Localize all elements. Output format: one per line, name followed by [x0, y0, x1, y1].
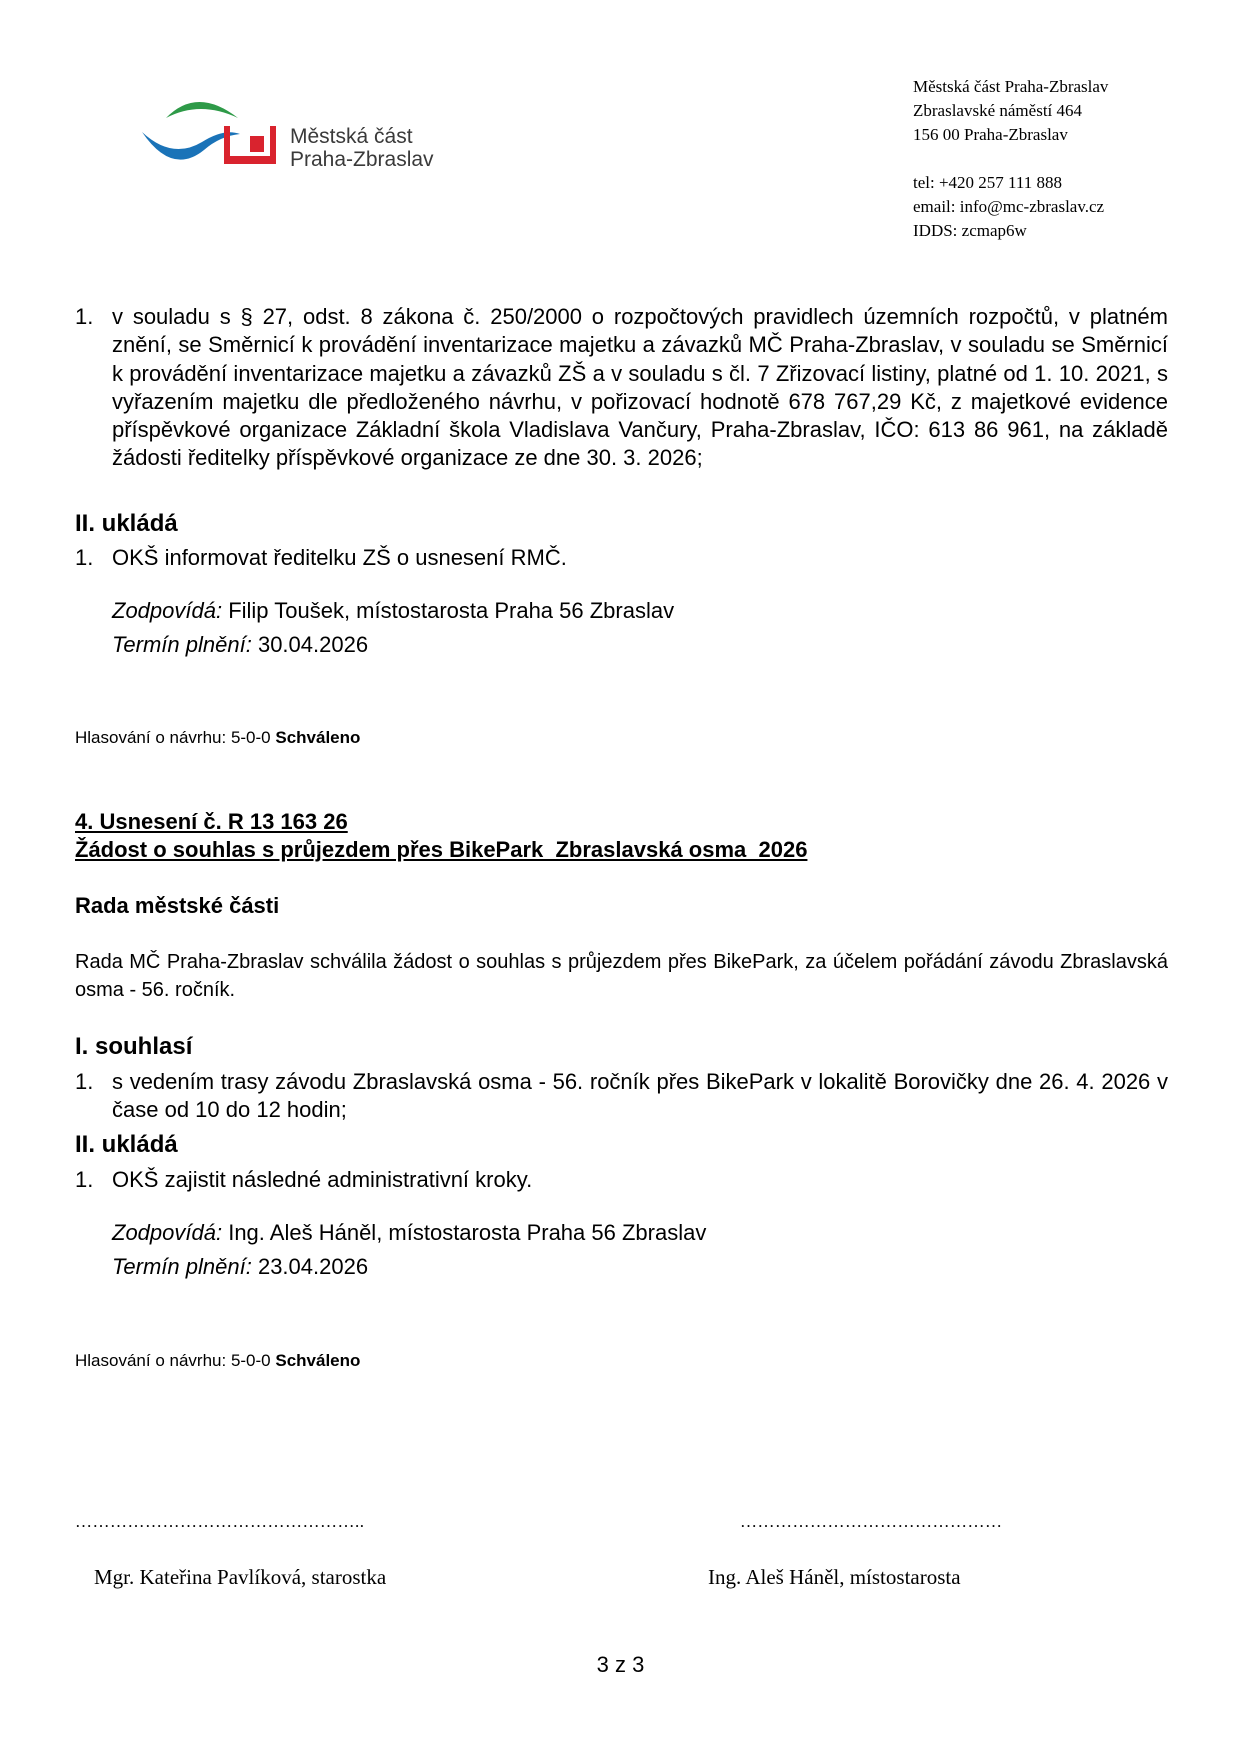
vote-label: Hlasování o návrhu: [75, 1351, 227, 1370]
deadline-value: 23.04.2026 [257, 1254, 369, 1279]
signatory-right: Ing. Aleš Háněl, místostarosta [708, 1565, 961, 1589]
vote-result: Schváleno [275, 1351, 361, 1370]
contact-line: 156 00 Praha-Zbraslav [913, 125, 1068, 144]
resolution-item [75, 303, 1168, 473]
section-heading-souhlasi: I. souhlasí [75, 1033, 193, 1060]
contact-block [913, 75, 1108, 243]
responsible-line [112, 598, 674, 624]
section-heading-uklada: II. ukládá [75, 510, 178, 537]
responsible-value: Filip Toušek, místostarosta Praha 56 Zbraslav [228, 598, 675, 623]
task-item [75, 544, 1168, 572]
deadline-label: Termín plnění: [112, 1254, 252, 1279]
vote-label: Hlasování o návrhu: [75, 728, 227, 747]
council-subheading: Rada městské části [75, 893, 280, 918]
contact-line: Zbraslavské náměstí 464 [913, 101, 1083, 120]
resolution-number-title: 4. Usnesení č. R 13 163 26 [75, 809, 348, 834]
task-item [75, 1166, 1168, 1194]
responsible-label: Zodpovídá: [112, 598, 223, 623]
item-number: 1. [75, 1069, 94, 1094]
item-number: 1. [75, 304, 94, 329]
contact-phone: tel: +420 257 111 888 [913, 173, 1063, 192]
item-text: v souladu s § 27, odst. 8 zákona č. 250/2000 o rozpočtových pravidlech územních rozpočtů, v platném znění, se Směrnicí k provádění inventarizace majetku a závazků MČ Praha-Zbraslav, v souladu se Směrnicí k provádění inventarizace majetku a závazků ZŠ a v souladu s čl. 7 Zřizovací listiny, platné od 1. 10. 2021, s vyřazením majetku dle předloženého návrhu, v pořizovací hodnotě 678 767,29 Kč, z majetkové evidence příspěvkové organizace Základní škola Vladislava Vančury, Praha-Zbraslav, IČO: 613 86 961, na základě žádosti ředitelky příspěvkové organizace ze dne 30. 3. 2026; [112, 304, 1168, 471]
vote-value: 5-0-0 [230, 1351, 271, 1370]
deadline-line [112, 1254, 368, 1280]
contact-email: email: info@mc-zbraslav.cz [913, 197, 1105, 216]
logo-text-line1: Městská část [290, 125, 413, 148]
item-text: OKŠ zajistit následné administrativní kroky. [112, 1167, 533, 1192]
item-number: 1. [75, 1167, 94, 1192]
deadline-label: Termín plnění: [112, 632, 252, 657]
vote-value: 5-0-0 [230, 728, 271, 747]
page-number: 3 z 3 [596, 1652, 645, 1677]
contact-idds: IDDS: zcmap6w [913, 221, 1027, 240]
resolution-subject-title: Žádost o souhlas s průjezdem přes BikePark Zbraslavská osma 2026 [75, 837, 808, 862]
contact-line: Městská část Praha-Zbraslav [913, 77, 1109, 96]
signature-line-right: ……………………………………… [740, 1512, 1003, 1531]
item-number: 1. [75, 545, 94, 570]
deadline-line [112, 632, 368, 658]
section-heading-uklada: II. ukládá [75, 1131, 178, 1158]
responsible-value: Ing. Aleš Háněl, místostarosta Praha 56 Zbraslav [228, 1220, 707, 1245]
responsible-line [112, 1220, 706, 1246]
item-text: OKŠ informovat ředitelku ZŠ o usnesení RMČ. [112, 545, 567, 570]
vote-line [75, 728, 360, 748]
resolution-item [75, 1068, 1168, 1125]
resolution-intro: Rada MČ Praha-Zbraslav schválila žádost o souhlas s průjezdem přes BikePark, za účelem pořádání závodu Zbraslavská osma - 56. ročník. [75, 951, 1168, 1001]
logo-text-line2: Praha-Zbraslav [290, 148, 434, 171]
deadline-value: 30.04.2026 [257, 632, 369, 657]
signature-line-left: ………………………………………….. [75, 1512, 365, 1531]
responsible-label: Zodpovídá: [112, 1220, 223, 1245]
logo-mark-icon [142, 98, 292, 174]
logo-text [290, 125, 434, 171]
item-text: s vedením trasy závodu Zbraslavská osma - 56. ročník přes BikePark v lokalitě Borovičky dne 26. 4. 2026 v čase od 10 do 12 hodin; [112, 1069, 1168, 1123]
signatory-left: Mgr. Kateřina Pavlíková, starostka [94, 1565, 387, 1589]
vote-result: Schváleno [275, 728, 361, 747]
vote-line [75, 1351, 360, 1371]
